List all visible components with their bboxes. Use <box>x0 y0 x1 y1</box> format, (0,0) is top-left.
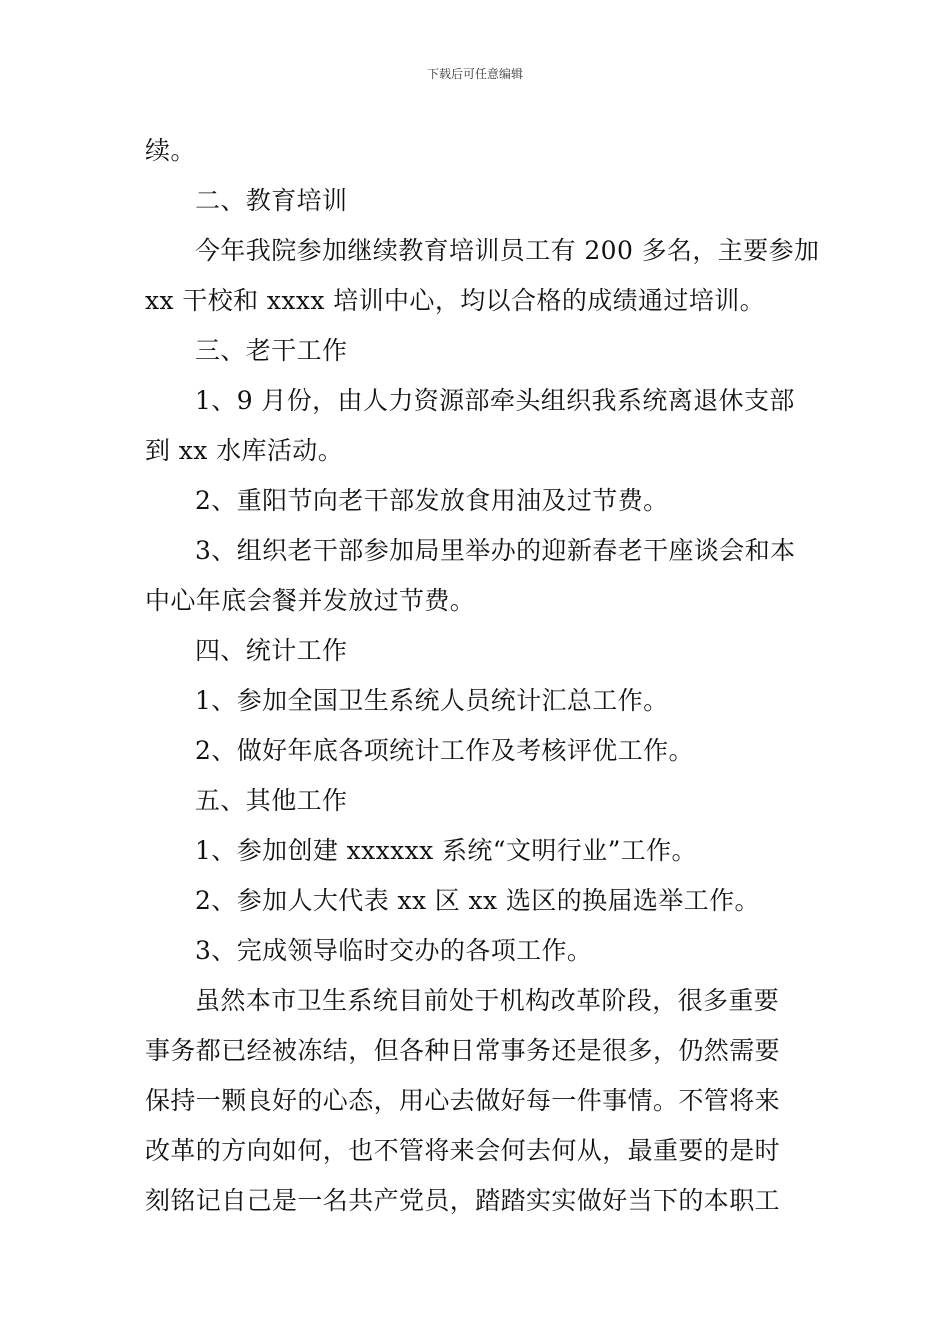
text-line: 续。 <box>145 136 196 165</box>
paragraph-line: 事务都已经被冻结，但各种日常事务还是很多，仍然需要 <box>145 1036 781 1065</box>
text-line: 今年我院参加继续教育培训员工有 200 多名，主要参加 <box>195 236 820 265</box>
section-heading-veteran-work: 三、老干工作 <box>195 336 348 365</box>
paragraph-line: 保持一颗良好的心态，用心去做好每一件事情。不管将来 <box>145 1086 781 1115</box>
list-item: 2、重阳节向老干部发放食用油及过节费。 <box>195 486 669 515</box>
text-line: 到 xx 水库活动。 <box>145 436 344 465</box>
page-header: 下载后可任意编辑 <box>426 67 523 81</box>
document-body <box>145 126 820 1226</box>
list-item: 3、完成领导临时交办的各项工作。 <box>195 936 593 965</box>
text-line: xx 干校和 xxxx 培训中心，均以合格的成绩通过培训。 <box>145 286 766 315</box>
section-heading-other-work: 五、其他工作 <box>195 786 348 815</box>
list-item: 1、参加全国卫生系统人员统计汇总工作。 <box>195 686 669 715</box>
list-item: 3、组织老干部参加局里举办的迎新春老干座谈会和本 <box>195 536 796 565</box>
list-item: 1、9 月份，由人力资源部牵头组织我系统离退休支部 <box>195 386 795 415</box>
paragraph-line: 改革的方向如何，也不管将来会何去何从，最重要的是时 <box>145 1136 781 1165</box>
list-item: 2、参加人大代表 xx 区 xx 选区的换届选举工作。 <box>195 886 760 915</box>
paragraph-line: 刻铭记自己是一名共产党员，踏踏实实做好当下的本职工 <box>145 1186 781 1215</box>
list-item: 1、参加创建 xxxxxx 系统“文明行业”工作。 <box>195 836 697 865</box>
section-heading-education: 二、教育培训 <box>195 186 348 215</box>
text-line: 中心年底会餐并发放过节费。 <box>145 586 476 615</box>
paragraph-line: 虽然本市卫生系统目前处于机构改革阶段，很多重要 <box>195 986 780 1015</box>
section-heading-statistics: 四、统计工作 <box>195 636 348 665</box>
list-item: 2、做好年底各项统计工作及考核评优工作。 <box>195 736 694 765</box>
